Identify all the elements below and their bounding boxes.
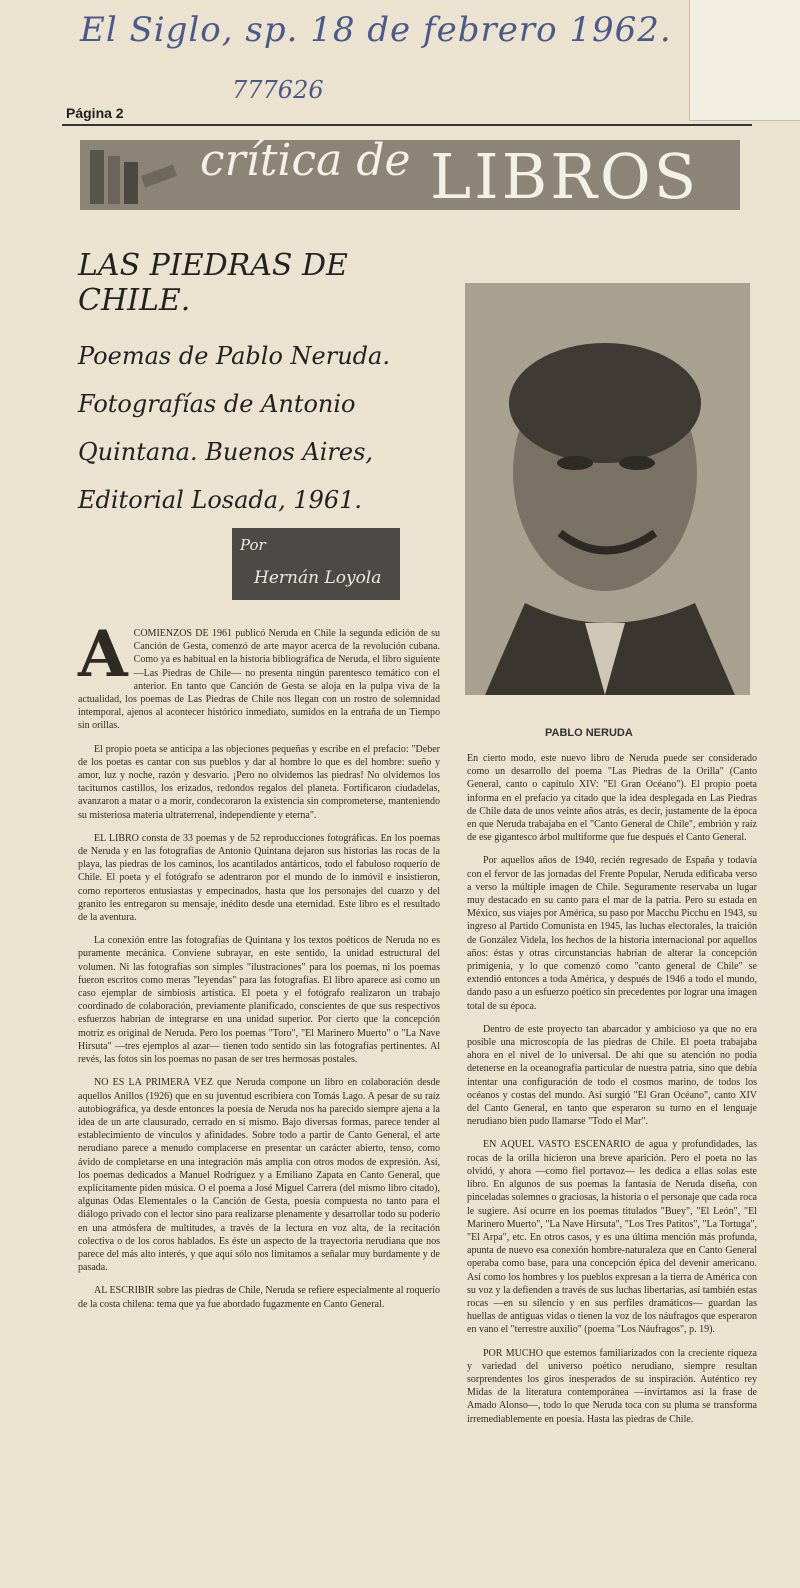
photo-caption: PABLO NERUDA	[545, 727, 633, 739]
book-heading	[78, 248, 438, 524]
article-paragraph: POR MUCHO que estemos familiarizados con la creciente riqueza y variedad del universo poético nerudiano, siempre resultan sorprendentes los giros inesperados de su inspiración. Auténtico rey Midas de la literatura contemporánea —invirtamos así la frase de Amado Alonso—, todo lo que Neruda toca con su pluma se transforma irremediablemente en poesía. Hasta las piedras de Chile.	[467, 1347, 757, 1425]
article-paragraph: El propio poeta se anticipa a las objeciones pequeñas y escribe en el prefacio: "Deber de los poetas es cantar con sus pueblos y dar al hombre lo que es del hombre: sueño y amor, luz y noche, razón y desvarío. ¡Pero no olvidemos las piedras! No olvidemos los taciturnos castillos, los erizados, redondos regalos del planeta. Fortificaron ciudadelas, avanzaron a matar o a morir, condecoraron la existencia sin comprometerse, manteniendo su misteriosa materia ultraterrenal, independiente y eterna".	[78, 743, 440, 821]
article-paragraph: Por aquellos años de 1940, recién regresado de España y todavía con el fervor de las jornadas del Frente Popular, Neruda edificaba verso a verso la múltiple imagen de Chile. Seguramente reservaba un lugar muy destacado en su canto para el mar de la patria. Pero su estada en México, sus viajes por América, su paso por Macchu Picchu en 1943, su ingreso al Partido Comunista en 1945, las luchas electorales, la traición de González Videla, los hechos de la historia internacional por aquellos años: éstas y otras circunstancias habrían de alterar la concepción primigenia, y lo que comenzó como "canto general de Chile" se extendió entonces a toda América, y después de 1946 a todo el mundo, dando paso a un esfuerzo poético sin precedentes por lograr una imagen total de su época.	[467, 855, 757, 1012]
byline-box	[232, 528, 400, 600]
handwritten-source-note: El Siglo, sp. 18 de febrero 1962.	[80, 10, 672, 50]
article-column-left	[78, 617, 440, 1321]
header-rule	[62, 124, 752, 126]
author-photo	[465, 283, 750, 695]
book-stack-icon	[80, 140, 190, 210]
book-title: LAS PIEDRAS DE CHILE.	[78, 248, 348, 318]
article-paragraph: ACOMIENZOS DE 1961 publicó Neruda en Chile la segunda edición de su Canción de Gesta, comenzó de arte mayor acerca de la revolución cubana. Como ya es habitual en la historia bibliográfica de Neruda, el libro siguiente —Las Piedras de Chile— no presenta ningún parentesco temático con el anterior. En tanto que Canción de Gesta se aloja en la pulpa viva de la actualidad, los poemas de Las Piedras de Chile nos llegan con un rostro de solemnidad intemporal, ajenos al acontecer histórico inmediato, sumidos en la entraña de un Tiempo sin orillas.	[78, 617, 440, 732]
article-paragraph: En cierto modo, este nuevo libro de Neruda puede ser considerado como un desarrollo del poema "Las Piedras de la Orilla" (Canto General, canto o capítulo XIV: "El Gran Océano"). El propio poeta informa en el prefacio ya citado que la idea desplegada en Las Piedras de Chile data de unos veinte años atrás, es decir, justamente de la época en que Neruda trabajaba en el "Canto General de Chile", embrión y raíz de ese gigantesco árbol multiforme que fue después el Canto General.	[467, 753, 757, 844]
banner-script-text: crítica de	[200, 135, 411, 186]
portrait-image	[465, 283, 750, 695]
article-paragraph: EL LIBRO consta de 33 poemas y de 52 reproducciones fotográficas. En los poemas de Neruda y en las fotografías de Antonio Quintana dejaron sus historias las rocas de la playa, las piedras de los caminos, los acantilados antárticos, todo el fabuloso roquerío de Chile. El poeta y el fotógrafo se adentraron por el mundo de lo inmóvil e insistieron, como reporteros entusiastas y empecinados, hasta que los personajes del cuarzo y del granito les entregaron su mensaje, inédito desde una eternidad. Este libro es el resultado de la aventura.	[78, 832, 440, 924]
article-paragraph: La conexión entre las fotografías de Quintana y los textos poéticos de Neruda no es puramente mecánica. Conviene subrayar, en este sentido, la unidad estructural del volumen. Ni las fotografías son simples "ilustraciones" para los poemas, ni los poemas fueron escritos como meras "leyendas" para las fotografías. El libro aparece así como un caso ejemplar de simbiosis artística. El poeta y el fotógrafo realizaron un trabajo coordinado de colaboración, previamente planificado, conscientes de que sus respectivos esfuerzos habrían de integrarse en una unidad superior. Por cierto que la concepción motriz es original de Neruda. Pero los poemas "Toro", "El Marinero Muerto" o "La Nave Hirsuta" —tres ejemplos al azar— tienen todo sentido sin las fotografías pertinentes. Al revés, las fotos sin los poemas no pasan de ser tres hermosas postales.	[78, 935, 440, 1066]
article-paragraph: NO ES LA PRIMERA VEZ que Neruda compone un libro en colaboración desde aquellos Anillos (1926) que en su juventud escribiera con Tomás Lago. A pesar de su raíz autobiográfica, ya desde entonces la poesía de Neruda nos ha parecido siempre ajena a la idea de un arte clausurado, cerrado en sí mismo. Bajo diversas formas, parece tender al establecimiento de vínculos y afinidades. Sobre todo a partir de Canto General, el arte nerudiano parece a menudo complacerse en presentar un carácter abierto, tenso, como ávido de completarse en una integración más amplia con otros modos de expresión. Así, los poemas dedicados a Manuel Rodríguez y a Emiliano Zapata en Canto General, que explícitamente piden música. O el poema a José Miguel Carrera (del mismo libro citado), algunas Odas Elementales o la Canción de Gesta, poesía compuesta no tanto para el diálogo privado con el lector sino para realizarse plenamente y desarrollar todo su poderío en una atmósfera de multitudes, a través de la lectura en voz alta, de la recitación colectiva o de los coros hablados. Es éste un aspecto de la trayectoria nerudiana que nos parece del más alto interés, y que aquí sólo nos limitamos a señalar muy burdamente y de pasada.	[78, 1077, 440, 1274]
book-details: Poemas de Pablo Neruda. Fotografías de Antonio Quintana. Buenos Aires, Editorial Losada, 1961.	[78, 342, 390, 514]
byline-por: Por	[240, 536, 266, 554]
folded-corner	[689, 0, 800, 121]
banner-title: LIBROS	[430, 140, 700, 213]
article-column-right	[467, 752, 757, 1436]
drop-cap: A	[78, 617, 128, 692]
byline-author: Hernán Loyola	[254, 568, 382, 588]
article-paragraph: AL ESCRIBIR sobre las piedras de Chile, Neruda se refiere especialmente al roquerío de la costa chilena: tema que ya fue abordado fugazmente en Canto General.	[78, 1285, 440, 1310]
page-label: Página 2	[66, 105, 124, 121]
article-paragraph: EN AQUEL VASTO ESCENARIO de agua y profundidades, las rocas de la orilla hicieron una breve aparición. Pero el poeta no las olvidó, y ahora —como fiel portavoz— les dedica a ellas solas este libro. En algunos de sus poemas la fantasía de Neruda diseña, con pinceladas solemnes o graciosas, la historia o el personaje que cada roca le sugiere. Así ocurre en los poemas titulados "Buey", "El León", "El Marinero Muerto", "La Nave Hirsuta", "Los Tres Patitos", "La Tortuga", "El Arpa", etc. En otros casos, y es una última mención más profunda, apunta de nuevo esa conexión hombre-naturaleza que en Canto General operaba como base, para una concepción épica del devenir americano. Así como los hombres y los pueblos expresan a la tierra de América con su voz y la defienden a través de sus luchas libertarias, así también estas rocas —en su silencio y en sus perfiles dramáticos— guardan las huellas de antiguas vidas o tienen la voz de los náufragos que esperaron en vano el "terrestre auxilio" (poema "Los Náufragos", p. 19).	[467, 1139, 757, 1336]
handwritten-number: 777626	[232, 76, 324, 104]
article-paragraph: Dentro de este proyecto tan abarcador y ambicioso ya que no era posible una microscopía de las piedras de Chile. El poeta trabajaba ahora en el nivel de lo universal. De ahí que su atención no podía detenerse en la oceanografía particular de nuestra patria, sino que debía intentar una configuración de todo el cosmos marino, de todos los océanos y costas del mundo. Así surgió "El Gran Océano", canto XIV del Canto General, en tanto que esperaron su turno en el lenguaje nerudiano bien pudo llamarse "Todo el Mar".	[467, 1023, 757, 1128]
